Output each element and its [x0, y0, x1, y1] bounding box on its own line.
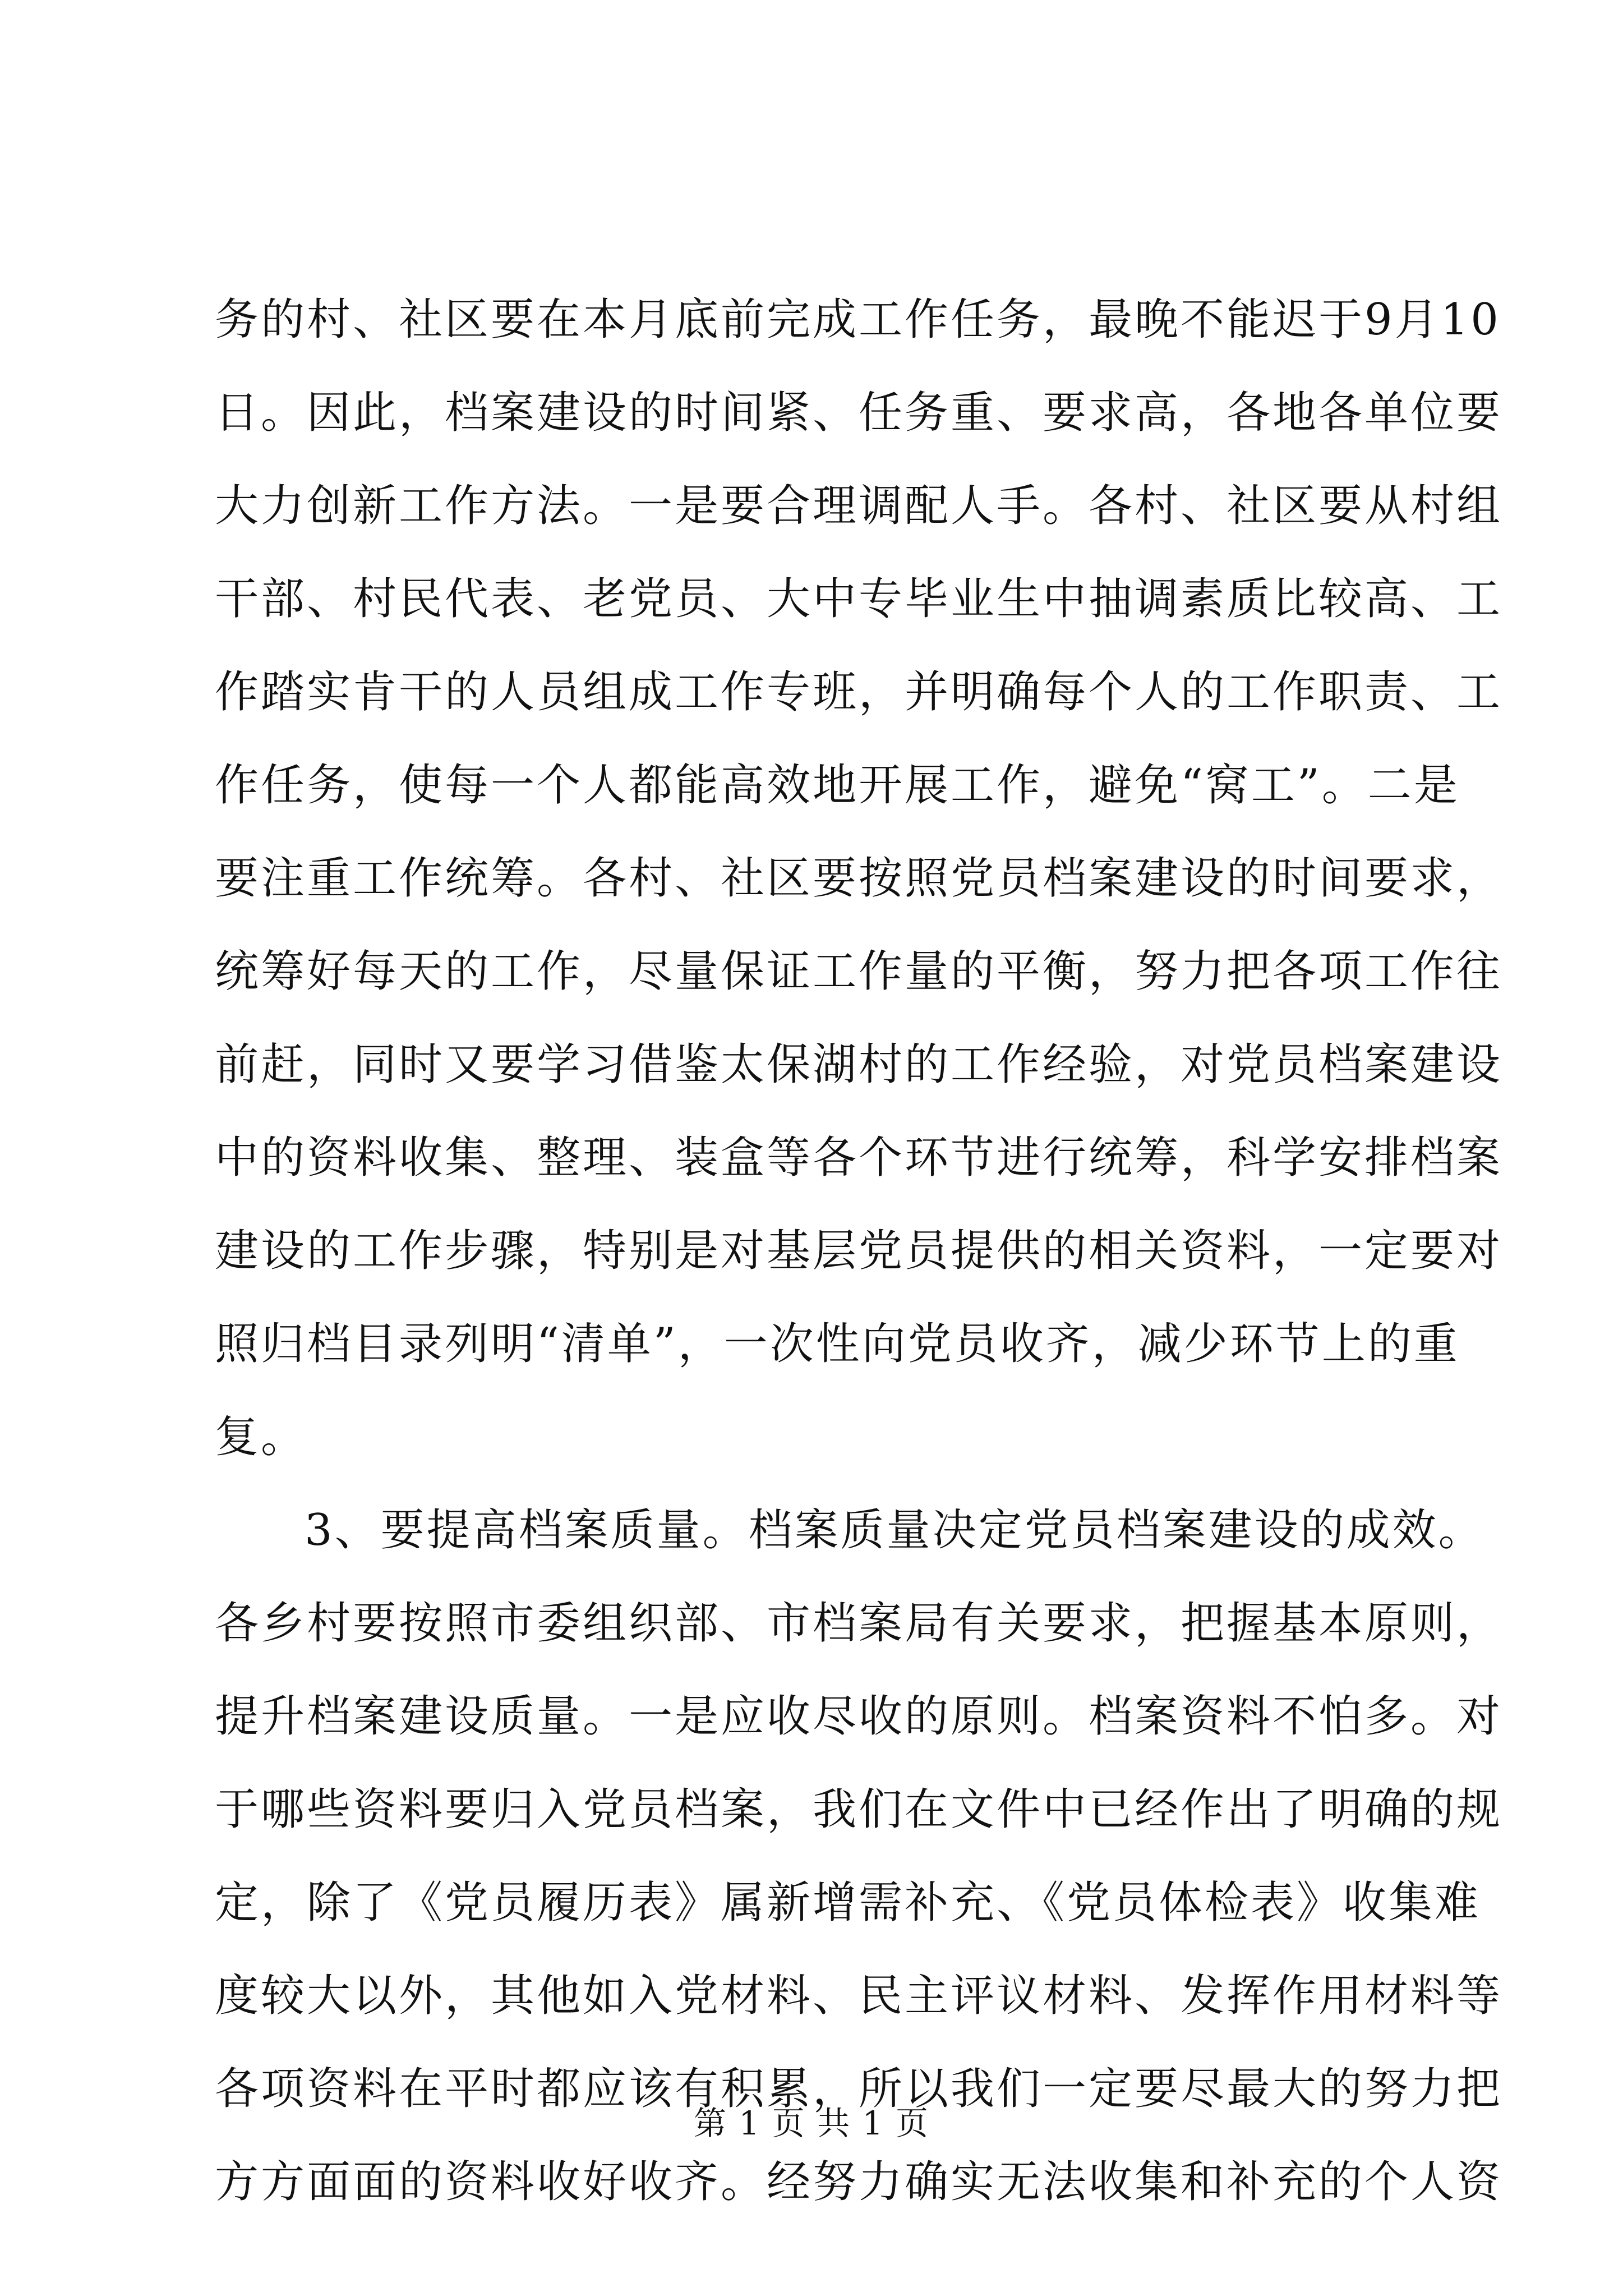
text-line-6: 作任务，使每一个人都能高效地开展工作，避免“窝工”。二是	[215, 760, 1460, 811]
text-line-16: 提升档案建设质量。一是应收尽收的原则。档案资料不怕多。对	[215, 1691, 1503, 1742]
text-line-12: 照归档目录列明“清单”，一次性向党员收齐，减少环节上的重	[215, 1319, 1460, 1369]
section-3-heading-line: 3、要提高档案质量。档案质量决定党员档案建设的成效。	[305, 1505, 1484, 1556]
text-line-19: 度较大以外，其他如入党材料、民主评议材料、发挥作用材料等	[215, 1971, 1503, 2021]
text-line-11: 建设的工作步骤，特别是对基层党员提供的相关资料，一定要对	[215, 1226, 1503, 1276]
text-line-18: 定，除了《党员履历表》属新增需补充、《党员体检表》收集难	[215, 1878, 1481, 1928]
text-line-15: 各乡村要按照市委组织部、市档案局有关要求，把握基本原则，	[215, 1598, 1503, 1649]
text-line-4: 干部、村民代表、老党员、大中专毕业生中抽调素质比较高、工	[215, 574, 1503, 624]
text-line-9: 前赶，同时又要学习借鉴太保湖村的工作经验，对党员档案建设	[215, 1039, 1503, 1090]
text-line-3: 大力创新工作方法。一是要合理调配人手。各村、社区要从村组	[215, 481, 1503, 531]
text-line-8: 统筹好每天的工作，尽量保证工作量的平衡，努力把各项工作往	[215, 946, 1503, 997]
body-text	[215, 273, 1503, 2229]
text-line-17: 于哪些资料要归入党员档案，我们在文件中已经作出了明确的规	[215, 1784, 1503, 1835]
text-line-20: 各项资料在平时都应该有积累，所以我们一定要尽最大的努力把	[215, 2064, 1503, 2114]
text-line-21: 方方面面的资料收好收齐。经努力确实无法收集和补充的个人资	[215, 2157, 1503, 2207]
page-number-footer: 第 1 页 共 1 页	[694, 2104, 929, 2142]
text-line-5: 作踏实肯干的人员组成工作专班，并明确每个人的工作职责、工	[215, 667, 1503, 717]
text-line-2: 日。因此，档案建设的时间紧、任务重、要求高，各地各单位要	[215, 388, 1503, 438]
text-line-10: 中的资料收集、整理、装盒等各个环节进行统筹，科学安排档案	[215, 1133, 1503, 1183]
text-line-7: 要注重工作统筹。各村、社区要按照党员档案建设的时间要求，	[215, 853, 1503, 904]
text-line-13: 复。	[215, 1412, 307, 1462]
text-line-1: 务的村、社区要在本月底前完成工作任务，最晚不能迟于9月10	[215, 295, 1501, 345]
